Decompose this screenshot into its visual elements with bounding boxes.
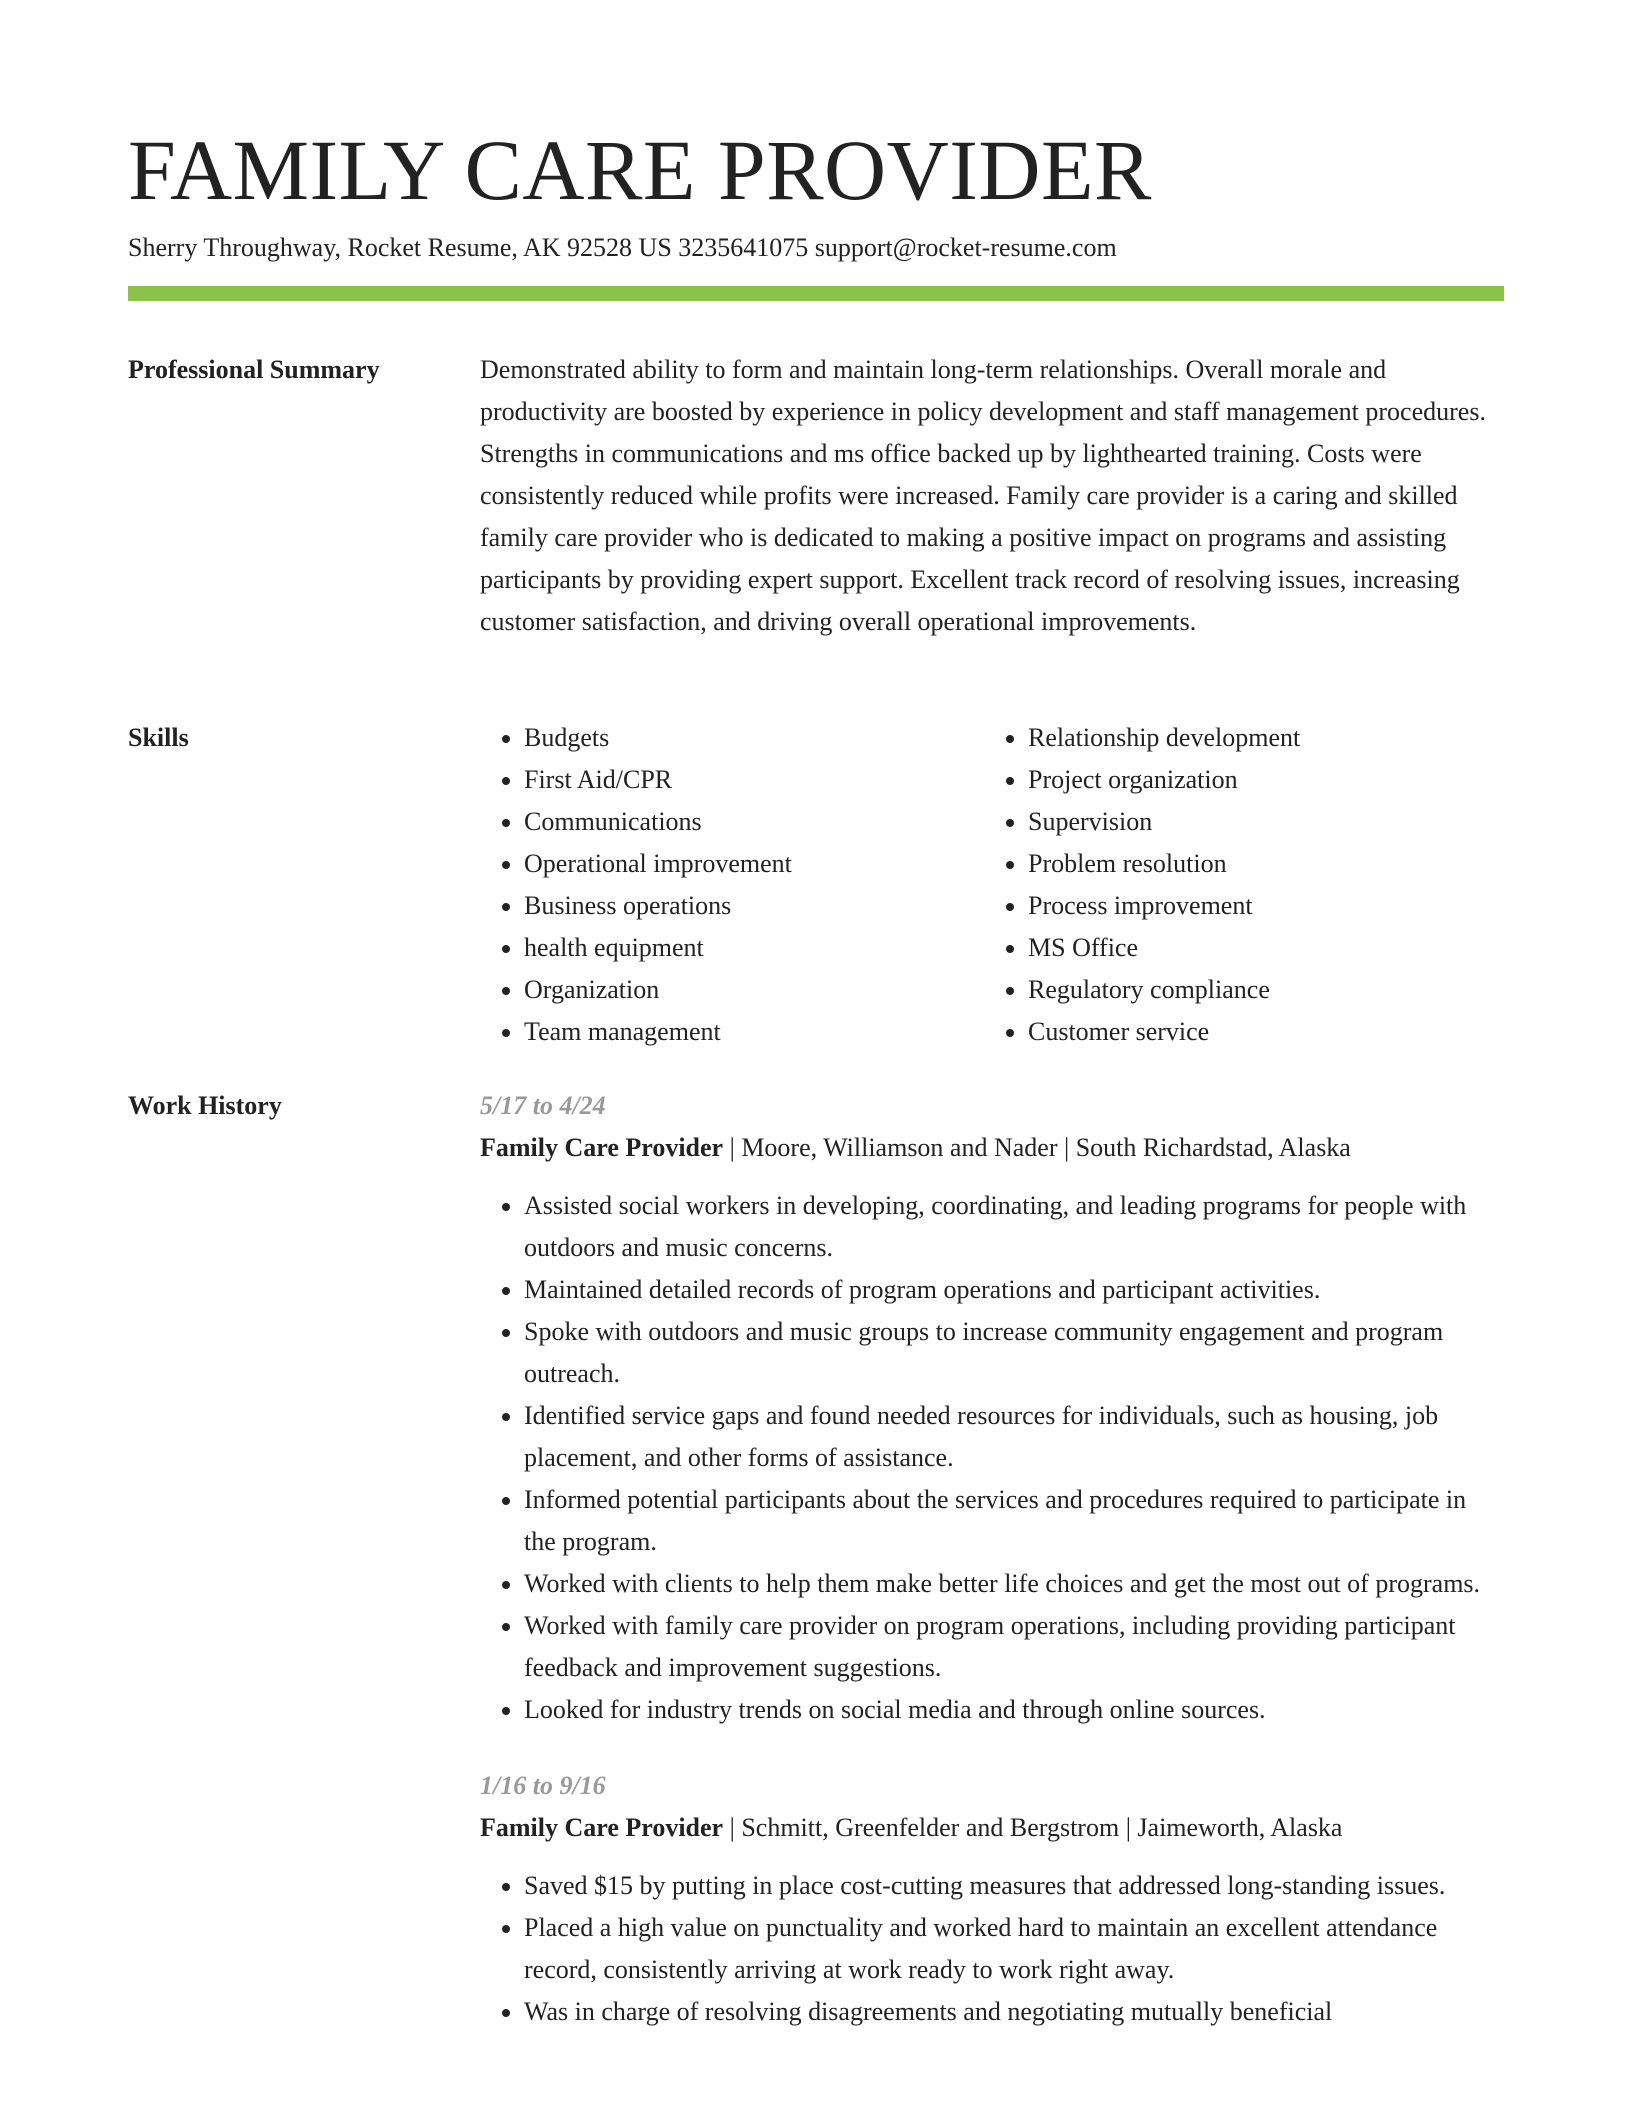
job-company: Moore, Williamson and Nader bbox=[741, 1133, 1058, 1162]
skill-item: • Customer service bbox=[1028, 1011, 1488, 1053]
job-entry bbox=[480, 1765, 1504, 2033]
job-location: Jaimeworth, Alaska bbox=[1137, 1813, 1343, 1842]
job-title-line bbox=[480, 1807, 1504, 1849]
skill-item: • Process improvement bbox=[1028, 885, 1488, 927]
skill-item: • MS Office bbox=[1028, 927, 1488, 969]
summary-section bbox=[480, 349, 1504, 643]
job-separator: | bbox=[1057, 1133, 1076, 1162]
skill-item: • Communications bbox=[524, 801, 984, 843]
skill-item: • Business operations bbox=[524, 885, 984, 927]
job-bullets bbox=[480, 1185, 1504, 1731]
job-separator: | bbox=[723, 1813, 742, 1842]
job-bullet: • Informed potential participants about the services and procedures required to participate in the program. bbox=[524, 1479, 1504, 1563]
skill-item: • Problem resolution bbox=[1028, 843, 1488, 885]
job-title: Family Care Provider bbox=[480, 1133, 724, 1162]
job-entry bbox=[480, 1085, 1504, 1731]
skill-item: • Team management bbox=[524, 1011, 984, 1053]
work-history-heading: Work History bbox=[128, 1091, 282, 1120]
job-bullets bbox=[480, 1865, 1504, 2033]
job-separator: | bbox=[1119, 1813, 1138, 1842]
contact-line: Sherry Throughway, Rocket Resume, AK 92528 US 3235641075 support@rocket-resume.com bbox=[128, 233, 1117, 262]
skills-section bbox=[480, 717, 1504, 1053]
job-bullet: • Saved $15 by putting in place cost-cutting measures that addressed long-standing issues. bbox=[524, 1865, 1504, 1907]
summary-heading: Professional Summary bbox=[128, 355, 380, 384]
skill-item: • Supervision bbox=[1028, 801, 1488, 843]
resume-title: FAMILY CARE PROVIDER bbox=[128, 122, 1152, 218]
skill-item: • First Aid/CPR bbox=[524, 759, 984, 801]
header-divider bbox=[128, 286, 1504, 301]
skill-item: • Project organization bbox=[1028, 759, 1488, 801]
job-title-line bbox=[480, 1127, 1504, 1169]
skills-heading: Skills bbox=[128, 723, 189, 752]
skill-item: • Regulatory compliance bbox=[1028, 969, 1488, 1011]
job-bullet: • Spoke with outdoors and music groups to increase community engagement and program outreach. bbox=[524, 1311, 1504, 1395]
job-company: Schmitt, Greenfelder and Bergstrom bbox=[741, 1813, 1120, 1842]
skills-columns bbox=[480, 717, 1504, 1053]
job-separator: | bbox=[723, 1133, 742, 1162]
job-location: South Richardstad, Alaska bbox=[1075, 1133, 1351, 1162]
job-title: Family Care Provider bbox=[480, 1813, 724, 1842]
skill-item: • Relationship development bbox=[1028, 717, 1488, 759]
work-history-section bbox=[480, 1085, 1504, 2033]
job-bullet: • Placed a high value on punctuality and worked hard to maintain an excellent attendance record, consistently arriving at work ready to work right away. bbox=[524, 1907, 1504, 1991]
job-bullet: • Worked with family care provider on program operations, including providing participant feedback and improvement suggestions. bbox=[524, 1605, 1504, 1689]
job-bullet: • Identified service gaps and found needed resources for individuals, such as housing, job placement, and other forms of assistance. bbox=[524, 1395, 1504, 1479]
job-bullet: • Looked for industry trends on social media and through online sources. bbox=[524, 1689, 1504, 1731]
job-bullet: • Worked with clients to help them make better life choices and get the most out of programs. bbox=[524, 1563, 1504, 1605]
skill-item: • Operational improvement bbox=[524, 843, 984, 885]
job-bullet: • Was in charge of resolving disagreements and negotiating mutually beneficial bbox=[524, 1991, 1504, 2033]
job-bullet: • Assisted social workers in developing, coordinating, and leading programs for people with outdoors and music concerns. bbox=[524, 1185, 1504, 1269]
skill-item: • Organization bbox=[524, 969, 984, 1011]
job-dates: 5/17 to 4/24 bbox=[480, 1091, 606, 1120]
skill-item: • health equipment bbox=[524, 927, 984, 969]
job-dates: 1/16 to 9/16 bbox=[480, 1771, 606, 1800]
job-bullet: • Maintained detailed records of program operations and participant activities. bbox=[524, 1269, 1504, 1311]
skill-item: • Budgets bbox=[524, 717, 984, 759]
skills-list-right bbox=[984, 717, 1488, 1053]
skills-list-left bbox=[480, 717, 984, 1053]
summary-text: Demonstrated ability to form and maintain long-term relationships. Overall morale and productivity are boosted by experience in policy development and staff management procedures. Strengths in communications and ms office backed up by lighthearted training. Costs were consistently reduced while profits were increased. Family care provider is a caring and skilled family care provider who is dedicated to making a positive impact on programs and assisting participants by providing expert support. Excellent track record of resolving issues, increasing customer satisfaction, and driving overall operational improvements. bbox=[480, 355, 1486, 636]
